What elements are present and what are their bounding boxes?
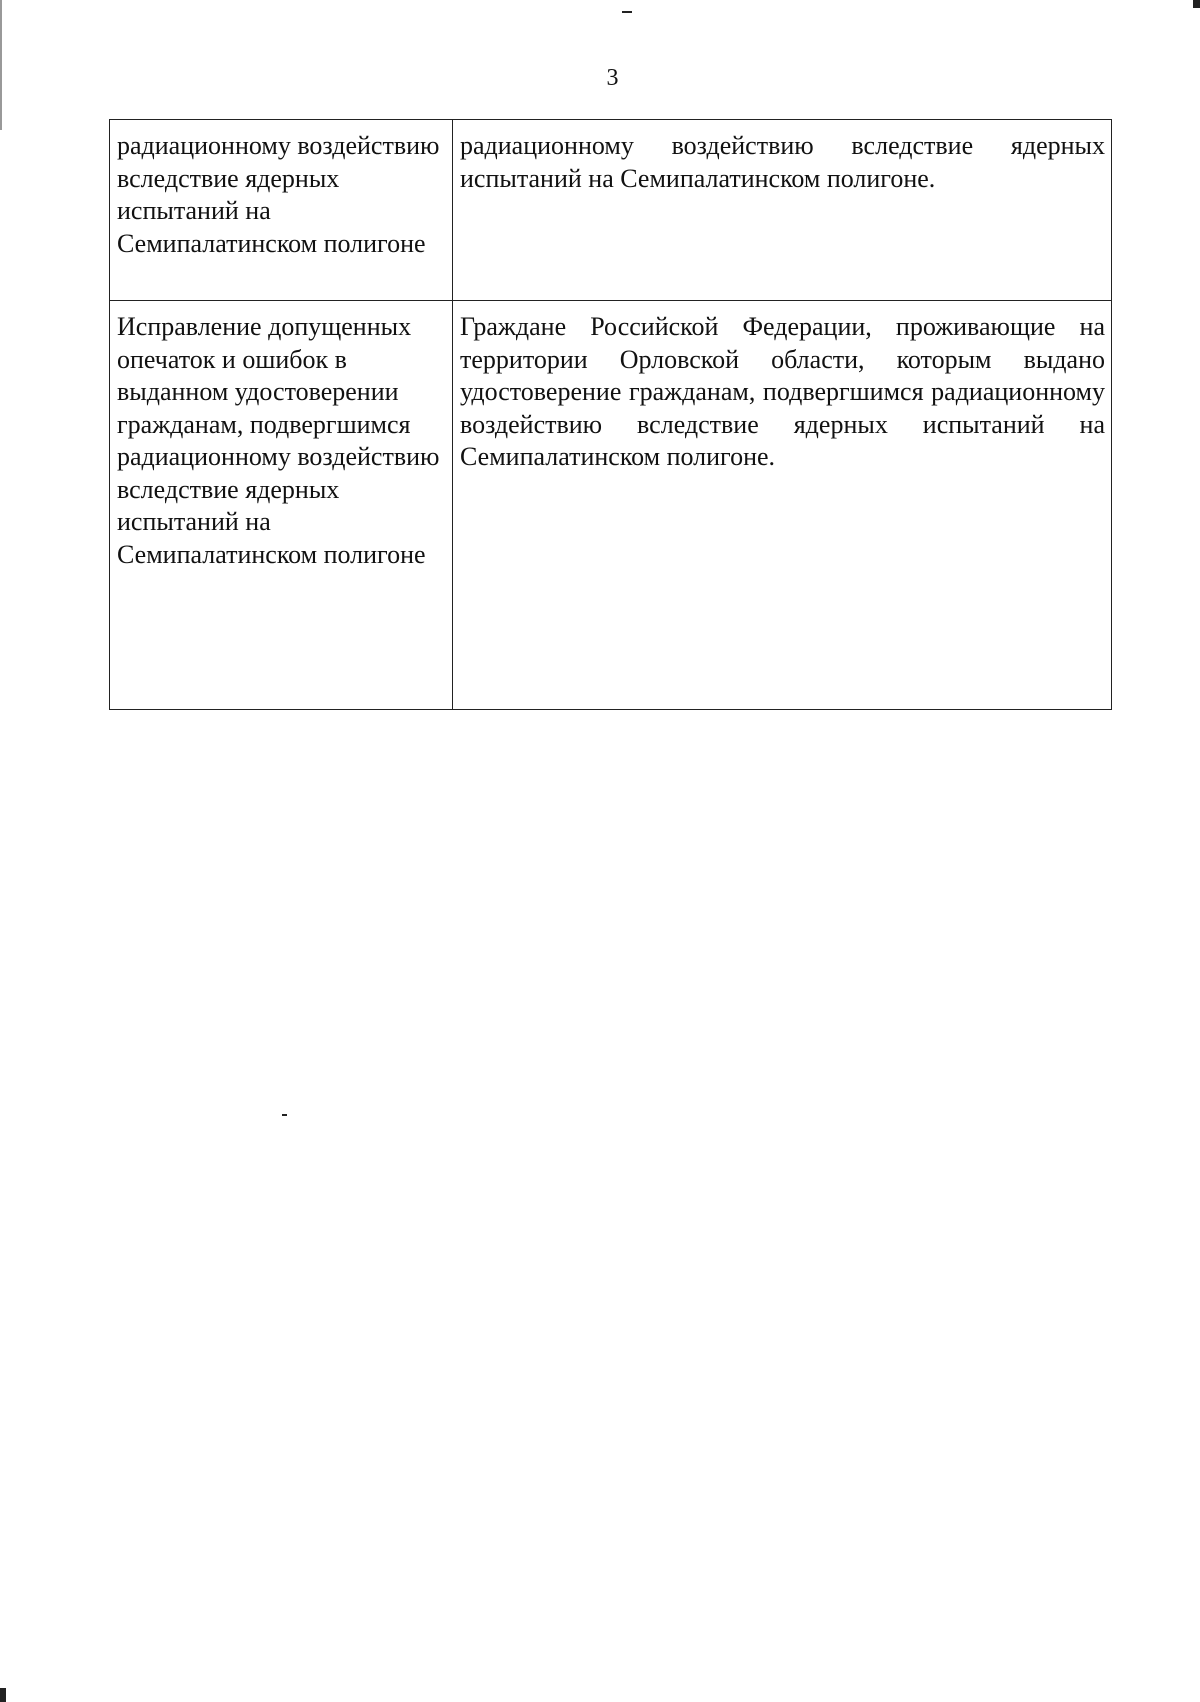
scan-corner-artifact bbox=[0, 1688, 6, 1702]
table-row bbox=[110, 120, 1112, 301]
service-name-cell: Исправление допущенных опечаток и ошибок в выданном удостоверении гражданам, подвергшимся радиационному воздействию вследствие ядерных испытаний на Семипалатинском полигоне bbox=[110, 301, 453, 710]
scan-speck-artifact bbox=[282, 1114, 287, 1116]
service-name-cell: радиационному воздействию вследствие ядерных испытаний на Семипалатинском полигоне bbox=[110, 120, 453, 301]
document-table bbox=[109, 119, 1112, 710]
applicant-category-cell: радиационному воздействию вследствие ядерных испытаний на Семипалатинском полигоне. bbox=[453, 120, 1112, 301]
applicant-category-cell: Граждане Российской Федерации, проживающие на территории Орловской области, которым выдано удостоверение гражданам, подвергшимся радиационному воздействию вследствие ядерных испытаний на Семипалатинском полигоне. bbox=[453, 301, 1112, 710]
table-row bbox=[110, 301, 1112, 710]
page-number: 3 bbox=[606, 65, 619, 91]
scan-corner-artifact bbox=[1193, 0, 1200, 8]
scan-speck-artifact bbox=[622, 11, 632, 13]
